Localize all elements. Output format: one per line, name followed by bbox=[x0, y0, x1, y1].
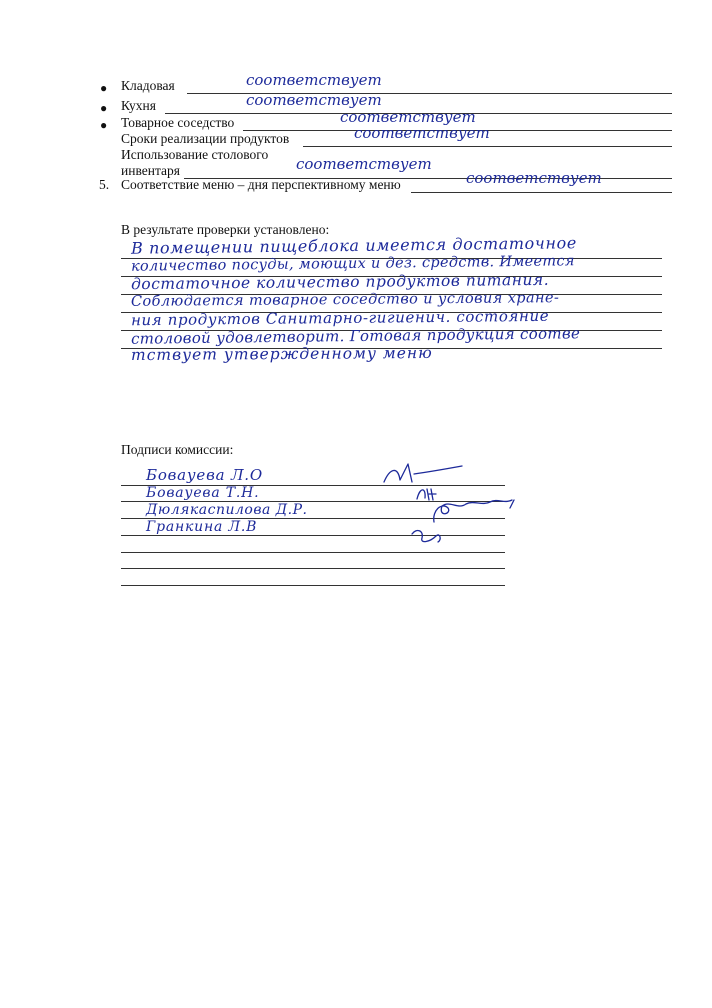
signature-scribble-4 bbox=[408, 524, 448, 548]
findings-handwriting-line: В помещении пищеблока имеется достаточное bbox=[130, 233, 577, 258]
checklist-value-storeroom: соответствует bbox=[246, 71, 382, 89]
findings-heading: В результате проверки установлено: bbox=[121, 222, 330, 237]
signature-line bbox=[121, 585, 505, 586]
bullet-icon: ● bbox=[100, 101, 108, 115]
bullet-icon: ● bbox=[100, 81, 108, 95]
checklist-label-menu: Соответствие меню – дня перспективному меню bbox=[121, 177, 401, 192]
findings-handwriting-line: количество посуды, моющих и дез. средств. Имеется bbox=[130, 253, 575, 275]
checklist-label-commodity: Товарное соседство bbox=[121, 115, 235, 130]
checklist-value-tableware: соответствует bbox=[296, 155, 432, 173]
commission-member-name: Бовауева Т.Н. bbox=[146, 485, 260, 501]
checklist-value-shelf-life: соответствует bbox=[354, 124, 490, 142]
fill-line bbox=[303, 146, 672, 147]
commission-member-name: Бовауева Л.О bbox=[146, 466, 263, 484]
checklist-value-menu: соответствует bbox=[466, 169, 602, 187]
signature-line bbox=[121, 552, 505, 553]
signature-line bbox=[121, 568, 505, 569]
fill-line bbox=[411, 192, 672, 193]
numbered-item-number: 5. bbox=[99, 177, 110, 192]
commission-heading: Подписи комиссии: bbox=[121, 442, 234, 457]
checklist-value-kitchen: соответствует bbox=[246, 91, 382, 109]
findings-handwriting-line: Соблюдается товарное соседство и условия хране- bbox=[130, 290, 560, 310]
checklist-value-commodity: соответствует bbox=[340, 108, 476, 126]
checklist-label-shelf-life: Сроки реализации продуктов bbox=[121, 131, 290, 146]
findings-handwriting-line: достаточное количество продуктов питания. bbox=[130, 270, 550, 294]
checklist-label-tableware-line2: инвентаря bbox=[121, 163, 180, 178]
checklist-label-kitchen: Кухня bbox=[121, 98, 156, 113]
checklist-label-storeroom: Кладовая bbox=[121, 78, 175, 93]
bullet-icon: ● bbox=[100, 118, 108, 132]
findings-handwriting-line: столовой удовлетворит. Готовая продукция соотве bbox=[130, 324, 581, 348]
commission-member-name: Дюлякаспилова Д.Р. bbox=[146, 502, 308, 518]
checklist-label-tableware-line1: Использование столового bbox=[121, 147, 269, 162]
commission-member-name: Гранкина Л.В bbox=[146, 519, 258, 535]
findings-handwriting-line: тствует утвержденному меню bbox=[130, 343, 433, 365]
findings-handwriting-line: ния продуктов Санитарно-гигиенич. состояние bbox=[130, 306, 550, 330]
